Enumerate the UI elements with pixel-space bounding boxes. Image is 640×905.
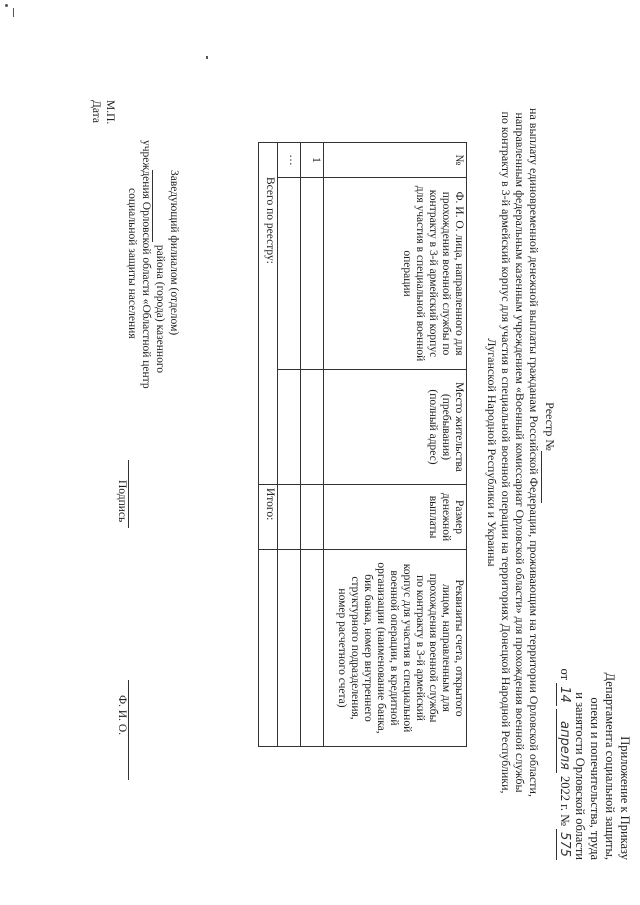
- fio-blank: [128, 680, 142, 780]
- date-prefix: от: [558, 668, 572, 681]
- date-year: 2022 г.: [558, 776, 572, 811]
- signatory-line-3: учреждения Орловской области «Областной центр: [140, 140, 152, 389]
- header-amount: Размер денежной выплаты: [324, 485, 467, 550]
- registry-number-label: Реестр №: [543, 402, 557, 451]
- fio-label: Ф. И. О.: [116, 695, 128, 736]
- table-header-row: [324, 143, 467, 747]
- appendix-line-4: и занятости Орловской области: [573, 692, 587, 860]
- appendix-line-1: Приложение к Приказу: [618, 736, 632, 860]
- registry-title: [542, 0, 557, 905]
- date-day: 14: [556, 683, 572, 706]
- date-month: апреля: [556, 709, 572, 773]
- row-1-num: 1: [301, 143, 324, 178]
- scan-speck: [206, 56, 208, 59]
- table-total-row: [259, 143, 278, 747]
- appendix-header: [556, 540, 632, 860]
- header-fio: Ф. И. О. лица, направленного для прохождения военной службы по контракту в 3-й армейский корпус для участия в специальной военной операции: [324, 178, 467, 370]
- appendix-date-line: [556, 540, 572, 860]
- signature-label: Подпись: [116, 480, 128, 523]
- appendix-line-2: Департамента социальной защиты,: [603, 672, 617, 860]
- seal-label: М.П.: [104, 100, 116, 125]
- header-bank: Реквизиты счета, открытого лицом, направленным для прохождения военной службы по контракту в 3-й армейский корпус для участия в специальной военной операции, в кредитной организации (наименование банка, бик банка, номер внутреннего структурного подразделения, номер расчетного счета): [324, 550, 467, 747]
- total-label: Всего по реестру:: [259, 143, 278, 485]
- header-num: №: [324, 143, 467, 178]
- registry-number-blank: [542, 451, 557, 503]
- header-address: Место жительства (пребывания) (полный адрес): [324, 370, 467, 485]
- signature-blank: [128, 460, 142, 528]
- row-2-num: …: [278, 143, 301, 178]
- number-prefix: №: [558, 814, 572, 827]
- table-row: [301, 143, 324, 747]
- title-line-4: по контракту в 3-й армейский корпус для участия в специальной военной операции на территориях Донецкой Народной Республики,: [499, 111, 513, 794]
- signatory-line-2: района (города) казенного: [152, 170, 166, 373]
- order-number: 575: [556, 829, 572, 860]
- scan-mark: [13, 8, 14, 17]
- signatory-line-1: Заведующий филиалом (отделом): [168, 170, 180, 336]
- appendix-line-3: опеки и попечительства, труда: [588, 697, 602, 860]
- title-line-2: на выплату единовременной денежной выплаты гражданам Российской Федерации, проживающим на территории Орловской области,: [527, 108, 541, 797]
- scan-dot: [5, 4, 8, 7]
- registry-table: [258, 142, 467, 747]
- itogo-label: Итого:: [259, 485, 278, 550]
- table-row: [278, 143, 301, 747]
- title-line-3: направленным федеральным казенным учреждением «Военный комиссариат Орловской области» для прохождения военной службы: [513, 112, 527, 793]
- date-label: Дата: [90, 100, 102, 123]
- title-line-5: Луганской Народной Республики и Украины: [485, 338, 499, 567]
- signatory-line-4: социальной защиты населения: [126, 188, 138, 339]
